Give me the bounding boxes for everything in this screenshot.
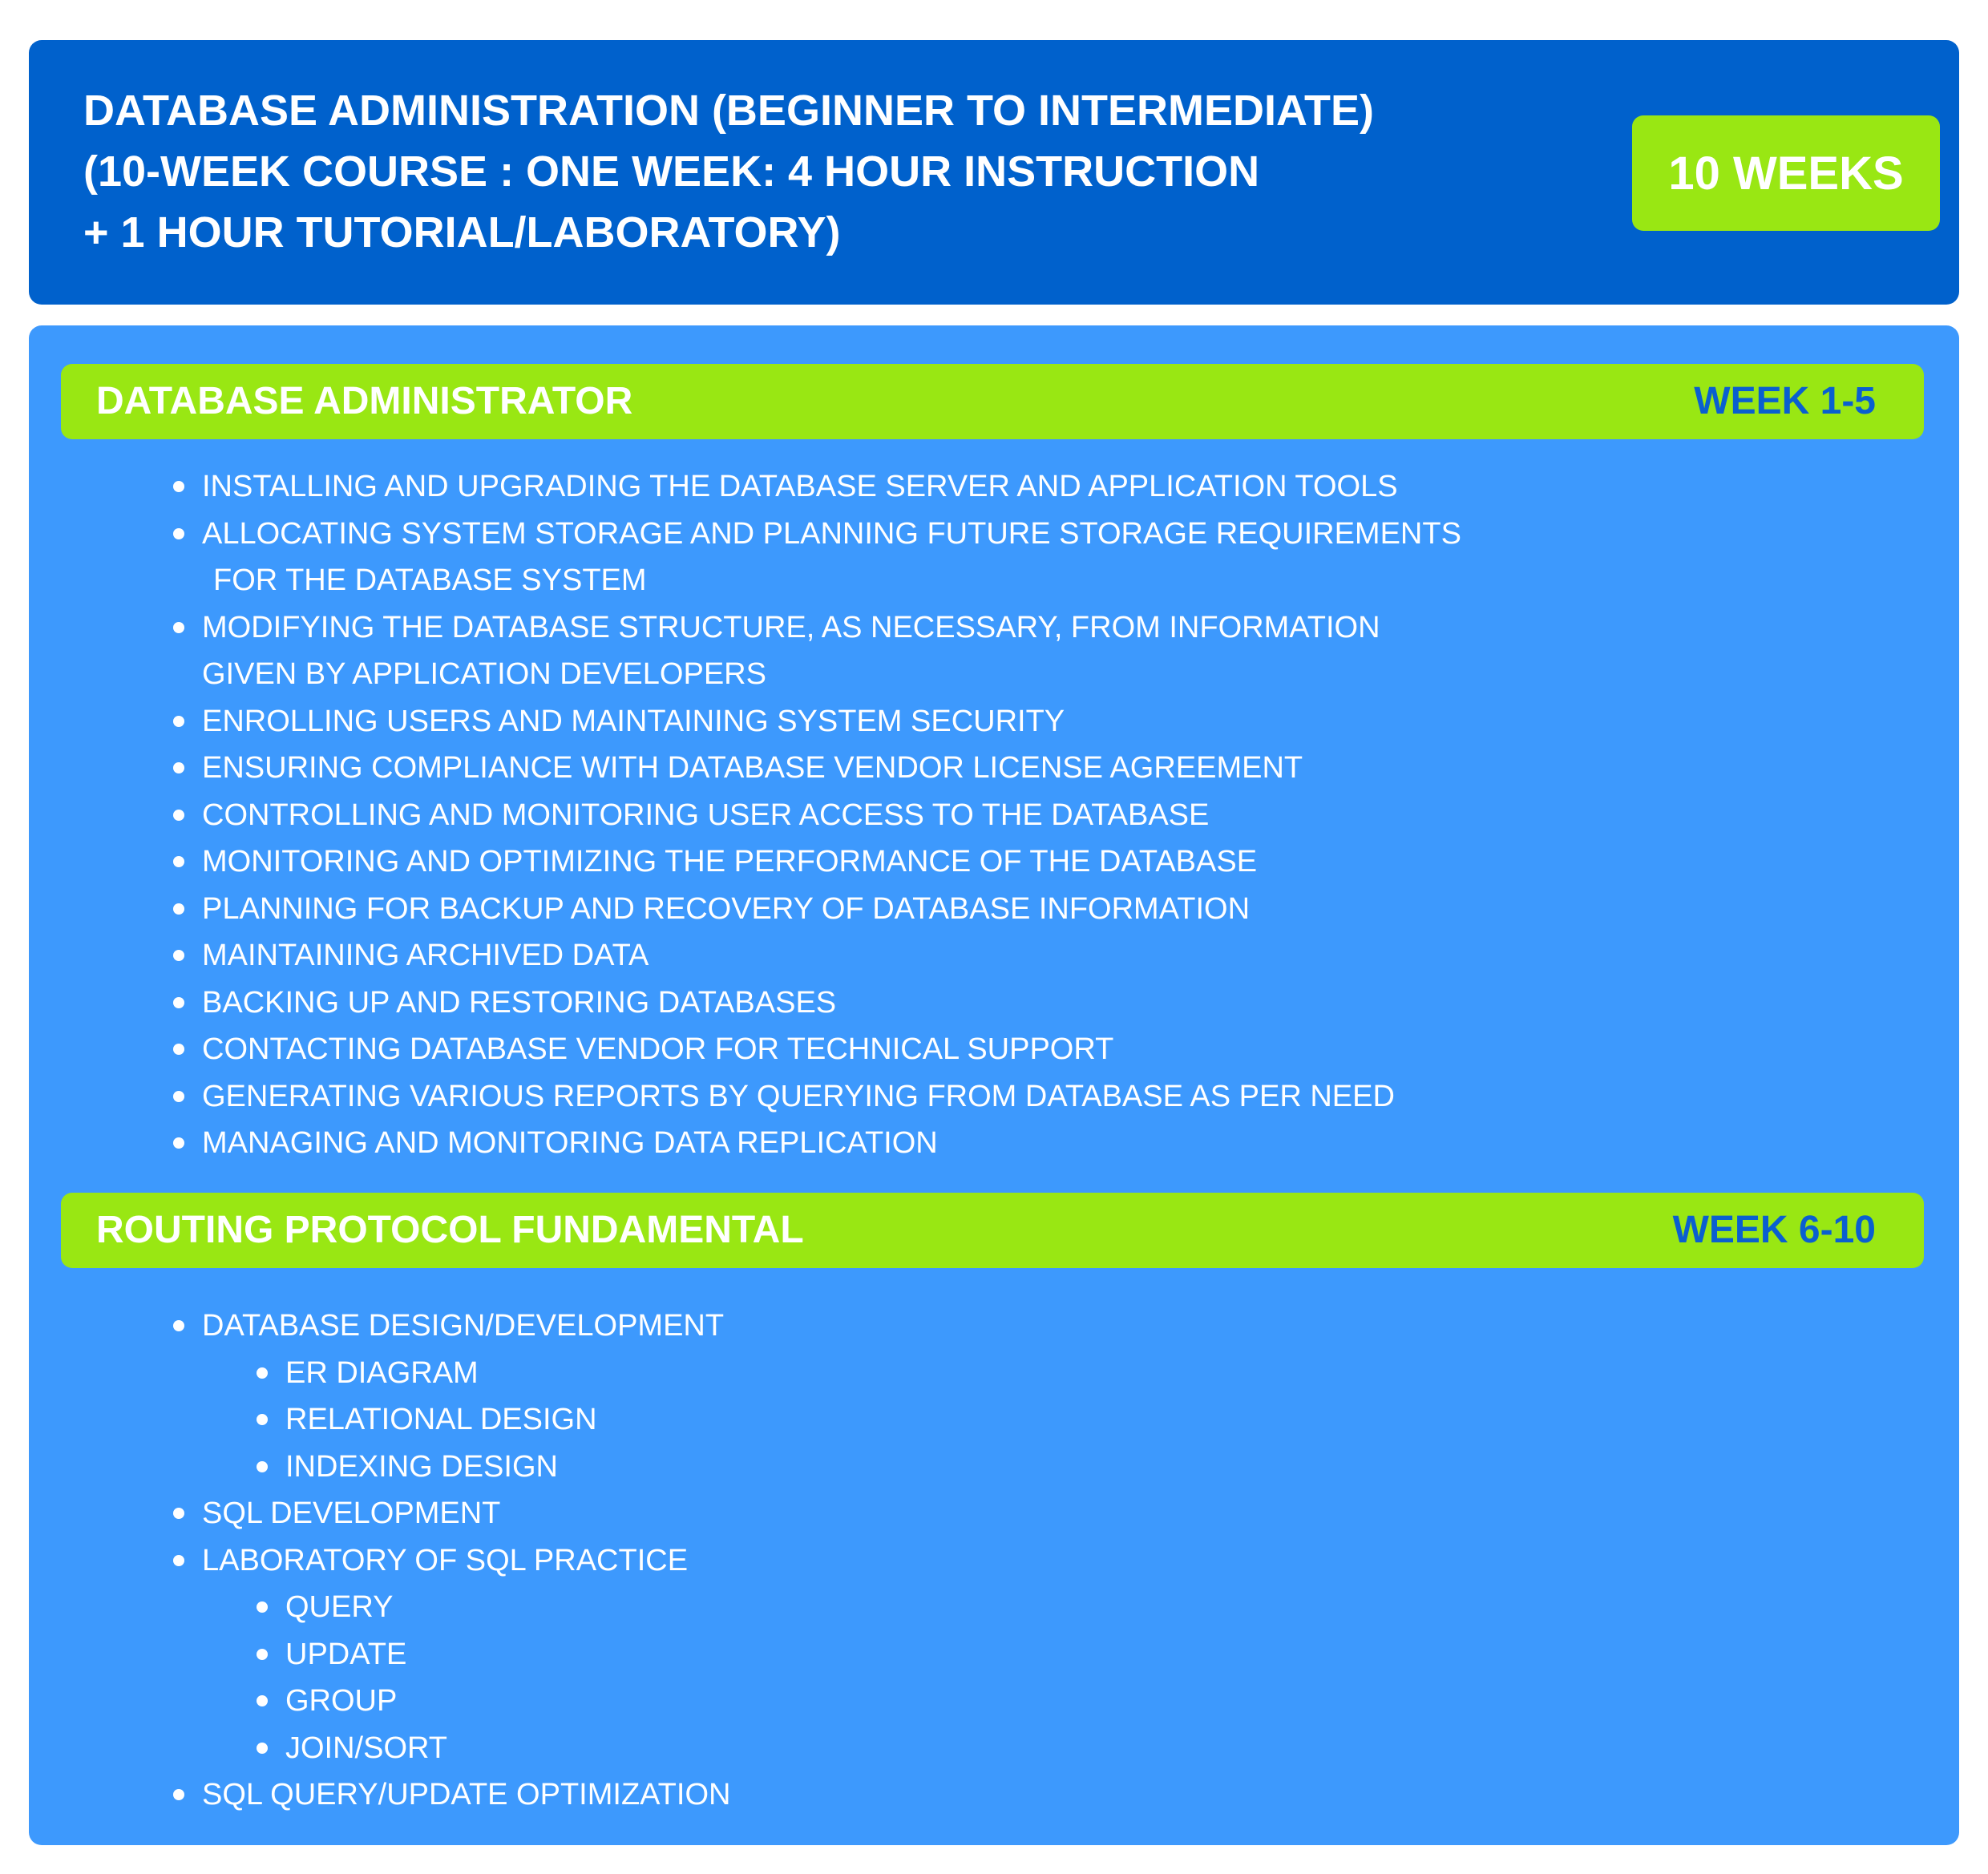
sub-list-item: ER DIAGRAM bbox=[29, 1350, 730, 1397]
list-item: PLANNING FOR BACKUP AND RECOVERY OF DATABASE INFORMATION bbox=[29, 886, 1461, 933]
duration-badge: 10 WEEKS bbox=[1632, 115, 1940, 231]
list-item: ENROLLING USERS AND MAINTAINING SYSTEM SECURITY bbox=[29, 698, 1461, 745]
list-item: INSTALLING AND UPGRADING THE DATABASE SERVER AND APPLICATION TOOLS bbox=[29, 463, 1461, 511]
course-title bbox=[83, 80, 1374, 263]
course-content bbox=[29, 325, 1959, 1845]
list-item: GENERATING VARIOUS REPORTS BY QUERYING FROM DATABASE AS PER NEED bbox=[29, 1073, 1461, 1121]
sub-list-item: UPDATE bbox=[29, 1631, 730, 1678]
section-title: ROUTING PROTOCOL FUNDAMENTAL bbox=[96, 1209, 804, 1251]
course-title-line: (10-WEEK COURSE : ONE WEEK: 4 HOUR INSTRUCTION bbox=[83, 147, 1260, 196]
section-weeks: WEEK 1-5 bbox=[1694, 380, 1876, 422]
list-item: CONTACTING DATABASE VENDOR FOR TECHNICAL SUPPORT bbox=[29, 1026, 1461, 1073]
sub-list-item: RELATIONAL DESIGN bbox=[29, 1396, 730, 1444]
topic-list-routing-protocol-fundamental bbox=[29, 1303, 730, 1819]
list-item: MAINTAINING ARCHIVED DATA bbox=[29, 932, 1461, 979]
section-header-database-administrator bbox=[61, 364, 1924, 439]
sub-list-item: INDEXING DESIGN bbox=[29, 1444, 730, 1491]
section-header-routing-protocol-fundamental bbox=[61, 1193, 1924, 1268]
list-item: CONTROLLING AND MONITORING USER ACCESS TO THE DATABASE bbox=[29, 792, 1461, 839]
list-item: MONITORING AND OPTIMIZING THE PERFORMANCE OF THE DATABASE bbox=[29, 838, 1461, 886]
list-item: SQL QUERY/UPDATE OPTIMIZATION bbox=[29, 1771, 730, 1819]
sub-list-item: QUERY bbox=[29, 1584, 730, 1631]
sub-list-item: JOIN/SORT bbox=[29, 1725, 730, 1772]
topic-list-database-administrator bbox=[29, 463, 1461, 1167]
list-item: MANAGING AND MONITORING DATA REPLICATION bbox=[29, 1120, 1461, 1167]
list-item: MODIFYING THE DATABASE STRUCTURE, AS NECESSARY, FROM INFORMATION GIVEN BY APPLICATION DEVELOPERS bbox=[29, 604, 1461, 698]
list-item: ALLOCATING SYSTEM STORAGE AND PLANNING FUTURE STORAGE REQUIREMENTS FOR THE DATABASE SYSTEM bbox=[29, 511, 1461, 604]
list-item: DATABASE DESIGN/DEVELOPMENT bbox=[29, 1303, 730, 1350]
list-item: BACKING UP AND RESTORING DATABASES bbox=[29, 979, 1461, 1027]
list-item: ENSURING COMPLIANCE WITH DATABASE VENDOR LICENSE AGREEMENT bbox=[29, 745, 1461, 792]
list-item: LABORATORY OF SQL PRACTICE bbox=[29, 1537, 730, 1585]
section-title: DATABASE ADMINISTRATOR bbox=[96, 380, 633, 422]
course-header bbox=[29, 40, 1959, 305]
course-title-line: + 1 HOUR TUTORIAL/LABORATORY) bbox=[83, 208, 841, 256]
sub-list-item: GROUP bbox=[29, 1678, 730, 1725]
section-weeks: WEEK 6-10 bbox=[1672, 1209, 1876, 1251]
list-item: SQL DEVELOPMENT bbox=[29, 1490, 730, 1537]
course-title-line: DATABASE ADMINISTRATION (BEGINNER TO INTERMEDIATE) bbox=[83, 87, 1374, 135]
